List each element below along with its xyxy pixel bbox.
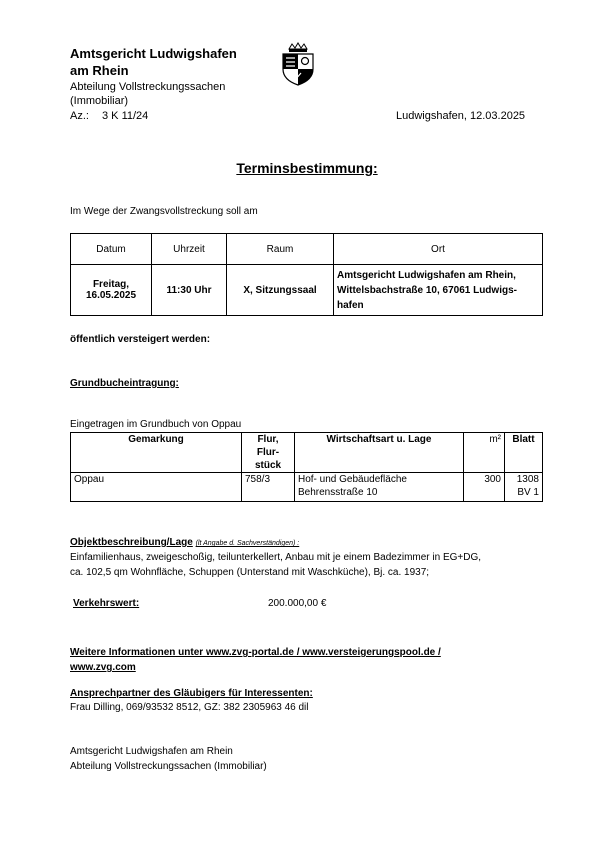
- header-room: Raum: [227, 234, 334, 265]
- market-value: 200.000,00 €: [268, 598, 327, 609]
- header-place: Ort: [334, 234, 543, 265]
- court-dept-line1: Abteilung Vollstreckungssachen: [70, 81, 226, 93]
- case-number: 3 K 11/24: [102, 110, 149, 122]
- further-info: [70, 645, 510, 675]
- object-line2: ca. 102,5 qm Wohnfläche, Schuppen (Unterstand mit Waschküche), Bj. ca. 1937;: [70, 567, 430, 578]
- cell-room: X, Sitzungssaal: [227, 265, 334, 316]
- table-header-row: [71, 234, 543, 265]
- header-flur: [242, 433, 295, 473]
- header-wirtschaftsart: Wirtschaftsart u. Lage: [295, 433, 464, 473]
- header-flur-line1: Flur, Flur-: [256, 434, 280, 458]
- header-gemarkung: Gemarkung: [71, 433, 242, 473]
- footer-line1: Amtsgericht Ludwigshafen am Rhein: [70, 746, 233, 757]
- cell-qm: 300: [464, 473, 505, 502]
- court-dept-line2: (Immobiliar): [70, 95, 129, 107]
- table-row: [71, 473, 543, 502]
- wirtschaftsart-line2: Behrensstraße 10: [298, 487, 378, 498]
- date-line2: 16.05.2025: [85, 290, 137, 301]
- header-blatt: Blatt: [505, 433, 543, 473]
- cell-date: [71, 265, 152, 316]
- cell-wirtschaftsart: [295, 473, 464, 502]
- case-number-label: Az.:: [70, 110, 89, 122]
- document-title: Terminsbestimmung:: [236, 160, 378, 176]
- intro-text: Im Wege der Zwangsvollstreckung soll am: [70, 206, 258, 217]
- info-line1: Weitere Informationen unter www.zvg-portal.de / www.versteigerungspool.de /: [70, 647, 441, 658]
- table-header-row: [71, 433, 543, 473]
- place-line2: Wittelsbachstraße 10, 67061 Ludwigs-: [337, 284, 517, 296]
- table-row: [71, 265, 543, 316]
- land-register-intro: Eingetragen im Grundbuch von Oppau: [70, 419, 242, 430]
- place-line1: Amtsgericht Ludwigshafen am Rhein,: [337, 269, 516, 281]
- footer-line2: Abteilung Vollstreckungssachen (Immobiliar): [70, 761, 267, 772]
- appointment-table: [70, 233, 543, 316]
- court-name-line1: Amtsgericht Ludwigshafen: [70, 46, 237, 61]
- info-line2: www.zvg.com: [70, 662, 136, 673]
- place-date: Ludwigshafen, 12.03.2025: [396, 110, 526, 122]
- object-heading-text: Objektbeschreibung/Lage: [70, 537, 193, 548]
- court-name-line2: am Rhein: [70, 63, 129, 78]
- cell-flur: 758/3: [242, 473, 295, 502]
- header-flur-line2: stück: [254, 460, 282, 471]
- blatt-line1: 1308: [516, 474, 539, 485]
- cell-place: [334, 265, 543, 316]
- place-line3: hafen: [337, 299, 364, 311]
- cell-gemarkung: Oppau: [71, 473, 242, 502]
- wirtschaftsart-line1: Hof- und Gebäudefläche: [298, 474, 407, 485]
- land-register-table: [70, 432, 543, 502]
- header-time: Uhrzeit: [152, 234, 227, 265]
- land-register-heading: Grundbucheintragung:: [70, 378, 179, 389]
- object-description-heading: [70, 537, 299, 548]
- contact-details: Frau Dilling, 069/93532 8512, GZ: 382 2305963 46 dil: [70, 702, 309, 713]
- court-name: [70, 45, 237, 79]
- header-qm: m²: [464, 433, 505, 473]
- date-line1: Freitag,: [92, 279, 130, 290]
- coat-of-arms-icon: [280, 42, 316, 86]
- object-heading-note: (lt Angabe d. Sachverständigen) :: [195, 540, 300, 547]
- cell-time: 11:30 Uhr: [152, 265, 227, 316]
- blatt-line2: BV 1: [517, 487, 539, 498]
- object-description: [70, 550, 550, 580]
- contact-heading: Ansprechpartner des Gläubigers für Interessenten:: [70, 688, 313, 699]
- footer: [70, 744, 267, 774]
- object-line1: Einfamilienhaus, zweigeschoßig, teilunterkellert, Anbau mit je einem Badezimmer in EG+DG,: [70, 552, 482, 563]
- cell-blatt: [505, 473, 543, 502]
- header-date: Datum: [71, 234, 152, 265]
- court-department: [70, 80, 225, 108]
- auction-statement: öffentlich versteigert werden:: [70, 334, 211, 345]
- market-value-label: Verkehrswert:: [73, 598, 140, 609]
